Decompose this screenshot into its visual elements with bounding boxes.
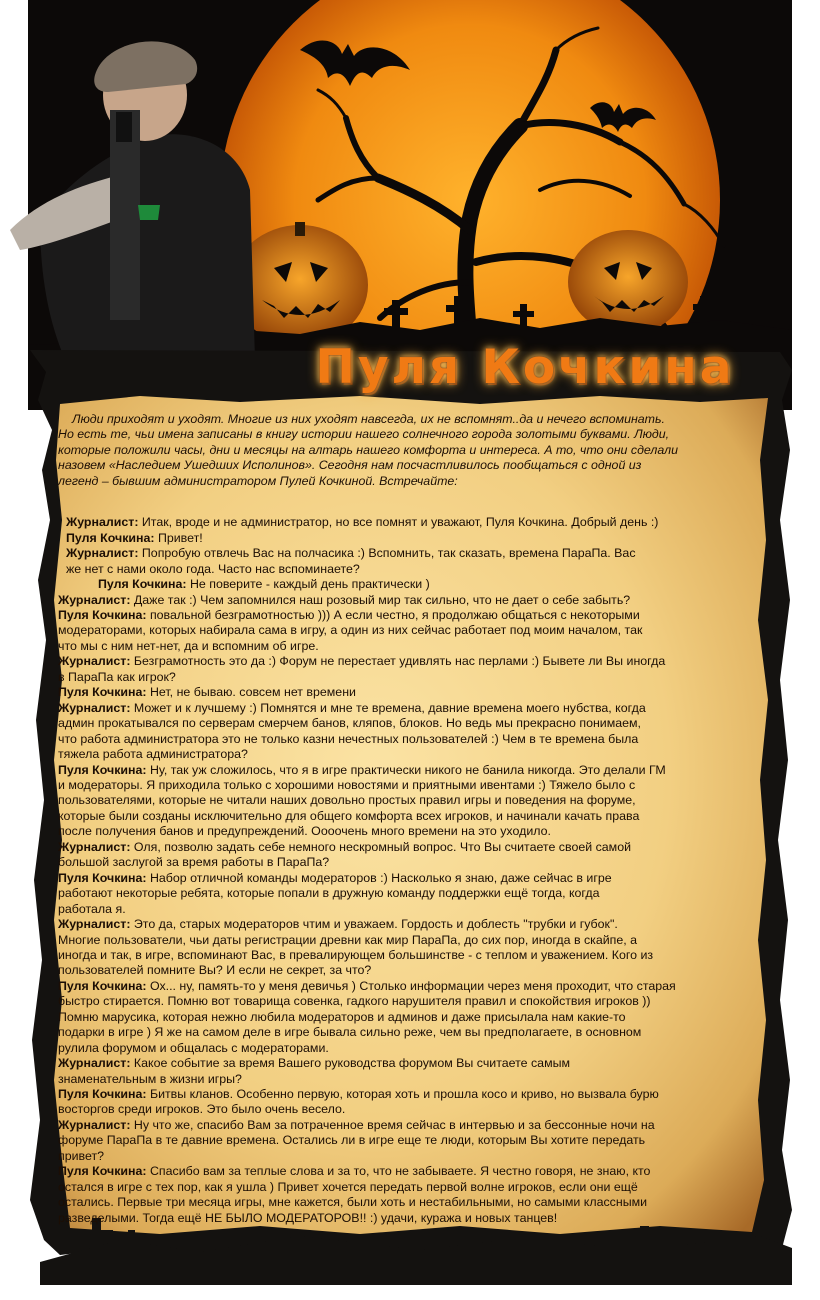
dialogue-line bbox=[58, 1180, 748, 1195]
dialogue-text: Помню марусика, которая нежно любила модераторов и админов и даже присылала нам какие-то bbox=[58, 1009, 626, 1024]
dialogue-text: подарки в игре ) Я же на самом деле в игре бывала сильно реже, чем вы предполагаете, в основном bbox=[58, 1025, 642, 1040]
speaker-label: Пуля Кочкина: bbox=[58, 685, 147, 700]
dialogue-text: Нет, не бываю. совсем нет времени bbox=[146, 685, 356, 700]
dialogue-text: что работа администратора это не только казни нечестных пользователей :) Чем в те времена была bbox=[58, 731, 639, 746]
dialogue-text: восторгов среди игроков. Это было очень весело. bbox=[58, 1102, 346, 1117]
pumpkin-right bbox=[568, 230, 688, 334]
dialogue-line bbox=[58, 562, 748, 577]
speaker-label: Пуля Кочкина: bbox=[58, 870, 147, 885]
dialogue-text: знаменательным в жизни игры? bbox=[58, 1071, 242, 1086]
dialogue-line bbox=[58, 515, 748, 530]
dialogue-line bbox=[58, 1118, 748, 1133]
dialogue-line bbox=[58, 809, 748, 824]
dialogue-text: и модераторы. Я приходила только с хорошими новостями и приятными ивентами :) Тяжело было с bbox=[58, 777, 636, 792]
dialogue-line bbox=[58, 732, 748, 747]
speaker-label: Журналист: bbox=[58, 1056, 131, 1071]
dialogue-text: привет? bbox=[58, 1148, 105, 1163]
dialogue-line bbox=[58, 1102, 748, 1117]
speaker-label: Пуля Кочкина: bbox=[98, 577, 187, 592]
dialogue-text: Оля, позволю задать себе немного нескромный вопрос. Что Вы считаете своей самой bbox=[130, 839, 632, 854]
dialogue-line bbox=[58, 1087, 748, 1102]
dialogue-line bbox=[58, 1211, 748, 1226]
dialogue-line bbox=[58, 747, 748, 762]
dialogue-line bbox=[58, 670, 748, 685]
dialogue-line bbox=[58, 1195, 748, 1210]
dialogue-text: пользователями, которые не читали наших довольно простых правил игры и поведения на форуме, bbox=[58, 793, 636, 808]
speaker-label: Журналист: bbox=[58, 1117, 131, 1132]
dialogue-line bbox=[58, 763, 748, 778]
dialogue-text: Спасибо вам за теплые слова и за то, что не забываете. Я честно говоря, не знаю, кто bbox=[146, 1164, 651, 1179]
dialogue-text: админ прокатывался по серверам смерчем банов, кляпов, блоков. Но ведь мы прекрасно понимаем, bbox=[58, 716, 641, 731]
speaker-label: Пуля Кочкина: bbox=[66, 530, 155, 545]
dialogue-line bbox=[58, 871, 748, 886]
dialogue-text: Многие пользователи, чьи даты регистрации древни как мир ПараПа, до сих пор, иногда в скайпе, а bbox=[58, 932, 638, 947]
dialogue-line bbox=[58, 979, 748, 994]
intro-line: Но есть те, чьи имена записаны в книгу истории нашего солнечного города золотыми буквами. Люди, bbox=[58, 427, 670, 442]
dialogue-line bbox=[58, 793, 748, 808]
intro-paragraph bbox=[58, 412, 748, 489]
dialogue-line bbox=[58, 1149, 748, 1164]
dialogue-line bbox=[58, 840, 748, 855]
speaker-label: Журналист: bbox=[58, 592, 131, 607]
dialogue-line bbox=[58, 1072, 748, 1087]
speaker-label: Журналист: bbox=[66, 546, 139, 561]
dialogue-text: быстро стирается. Помню вот товарища совенка, гадкого нарушителя правил и спокойствия игроков )) bbox=[58, 994, 651, 1009]
dialogue-line bbox=[58, 701, 748, 716]
dialogue-line bbox=[58, 1041, 748, 1056]
dialogue-line bbox=[58, 716, 748, 731]
dialogue-line bbox=[58, 1056, 748, 1071]
dialogue-text: же нет с нами около года. Часто нас вспоминаете? bbox=[66, 561, 360, 576]
dialogue-line bbox=[58, 1010, 748, 1025]
dialogue-line bbox=[58, 577, 748, 592]
dialogue-text: Ну что же, спасибо Вам за потраченное время сейчас в интервью и за бессонные ночи на bbox=[130, 1117, 655, 1132]
dialogue-line bbox=[58, 546, 748, 561]
dialogue-text: разведелыми. Тогда ещё НЕ БЫЛО МОДЕРАТОРОВ!! :) удачи, куража и новых танцев! bbox=[58, 1210, 558, 1225]
speaker-label: Пуля Кочкина: bbox=[58, 978, 147, 993]
headline-title: Пуля Кочкина bbox=[315, 340, 735, 395]
speaker-label: Пуля Кочкина: bbox=[58, 762, 147, 777]
speaker-label: Журналист: bbox=[58, 700, 131, 715]
dialogue-text: в ПараПа как игрок? bbox=[58, 669, 176, 684]
dialogue-text: пользователей помните Вы? И если не секрет, за что? bbox=[58, 963, 372, 978]
dialogue-line bbox=[58, 948, 748, 963]
dialogue-text: тяжела работа администратора? bbox=[58, 747, 248, 762]
dialogue-text: остался в игре с тех пор, как я ушла ) Привет хочется передать первой волне игроков, если они ещё bbox=[58, 1179, 638, 1194]
speaker-label: Пуля Кочкина: bbox=[58, 607, 147, 622]
dialogue-text: Безграмотность это да :) Форум не перестает удивлять нас перлами :) Бывете ли Вы иногда bbox=[130, 654, 666, 669]
intro-line: легенд – бывшим администратором Пулей Кочкиной. Встречайте: bbox=[58, 473, 458, 488]
dialogue-text: Набор отличной команды модераторов :) Насколько я знаю, даже сейчас в игре bbox=[146, 870, 612, 885]
dialogue-text: Ну, так уж сложилось, что я в игре практически никого не банила никогда. Это делали ГМ bbox=[146, 762, 666, 777]
dialogue-text: повальной безграмотностью ))) А если честно, я продолжаю общаться с некоторыми bbox=[146, 607, 640, 622]
speaker-label: Журналист: bbox=[58, 917, 131, 932]
dialogue-list bbox=[58, 515, 748, 1226]
dialogue-line bbox=[58, 1025, 748, 1040]
intro-line: назовем «Наследием Ушедших Исполинов». Сегодня нам посчастливилось пообщаться с одной из bbox=[58, 458, 642, 473]
dialogue-line bbox=[58, 855, 748, 870]
dialogue-text: большой заслугой за время работы в ПараПа? bbox=[58, 855, 330, 870]
dialogue-line bbox=[58, 623, 748, 638]
dialogue-text: работала я. bbox=[58, 901, 126, 916]
dialogue-text: модераторами, которых набирала сама в игру, а один из них сейчас работает под моим началом, так bbox=[58, 623, 643, 638]
interview-article bbox=[58, 412, 748, 1226]
dialogue-line bbox=[58, 963, 748, 978]
dialogue-text: Попробую отвлечь Вас на полчасика :) Вспомнить, так сказать, времена ПараПа. Вас bbox=[138, 546, 636, 561]
speaker-label: Журналист: bbox=[58, 654, 131, 669]
dialogue-text: остались. Первые три месяца игры, мне кажется, были хоть и нестабильными, но самыми классными bbox=[58, 1195, 648, 1210]
dialogue-text: Ох... ну, память-то у меня девичья ) Столько информации через меня проходит, что старая bbox=[146, 978, 676, 993]
dialogue-text: иногда и так, в игре, вспоминают Вас, в превалирующем большинстве - с теплом и уважением. Кого из bbox=[58, 947, 654, 962]
intro-line: которые положили часы, дни и месяцы на алтарь нашего комфорта и интереса. А то, что они сделали bbox=[58, 442, 679, 457]
dialogue-text: Не поверите - каждый день практически ) bbox=[186, 577, 430, 592]
dialogue-line bbox=[58, 608, 748, 623]
dialogue-text: Итак, вроде и не администратор, но все помнят и уважают, Пуля Кочкина. Добрый день :) bbox=[138, 515, 659, 530]
dialogue-line bbox=[58, 1164, 748, 1179]
dialogue-line bbox=[58, 685, 748, 700]
dialogue-line bbox=[58, 778, 748, 793]
speaker-label: Журналист: bbox=[58, 839, 131, 854]
speaker-label: Пуля Кочкина: bbox=[58, 1087, 147, 1102]
intro-line: Люди приходят и уходят. Многие из них уходят навсегда, их не вспомнят..да и нечего вспоминать. bbox=[72, 412, 665, 426]
dialogue-text: что мы с ним нет-нет, да и вспомним об игре. bbox=[58, 638, 319, 653]
dialogue-text: Это да, старых модераторов чтим и уважаем. Гордость и доблесть "трубки и губок". bbox=[130, 917, 618, 932]
dialogue-text: работают некоторые ребята, которые попали в дружную команду поддержки ещё тогда, когда bbox=[58, 886, 600, 901]
dialogue-text: после получения банов и предупреждений. Оооочень много времени на это уходило. bbox=[58, 824, 551, 839]
dialogue-text: Может и к лучшему :) Помнятся и мне те времена, давние времена моего нубства, когда bbox=[130, 700, 646, 715]
dialogue-text: которые были созданы исключительно для общего комфорта всех игроков, и начинали качать права bbox=[58, 808, 640, 823]
dialogue-line bbox=[58, 593, 748, 608]
dialogue-line bbox=[58, 994, 748, 1009]
dialogue-text: форуме ПараПа в те давние времена. Остались ли в игре еще те люди, которым Вы хотите передать bbox=[58, 1133, 646, 1148]
dialogue-line bbox=[58, 902, 748, 917]
speaker-label: Журналист: bbox=[66, 515, 139, 530]
dialogue-text: Какое событие за время Вашего руководства форумом Вы считаете самым bbox=[130, 1056, 571, 1071]
speaker-label: Пуля Кочкина: bbox=[58, 1164, 147, 1179]
dialogue-text: Даже так :) Чем запомнился наш розовый мир так сильно, что не дает о себе забыть? bbox=[130, 592, 631, 607]
dialogue-line bbox=[58, 933, 748, 948]
dialogue-text: Привет! bbox=[154, 530, 203, 545]
dialogue-text: Битвы кланов. Особенно первую, которая хоть и прошла косо и криво, но вызвала бурю bbox=[146, 1087, 659, 1102]
dialogue-line bbox=[58, 917, 748, 932]
dialogue-line bbox=[58, 824, 748, 839]
dialogue-line bbox=[58, 639, 748, 654]
dialogue-line bbox=[58, 654, 748, 669]
dialogue-text: рулила форумом и общалась с модераторами. bbox=[58, 1040, 329, 1055]
dialogue-line bbox=[58, 1133, 748, 1148]
dialogue-line bbox=[58, 531, 748, 546]
dialogue-line bbox=[58, 886, 748, 901]
